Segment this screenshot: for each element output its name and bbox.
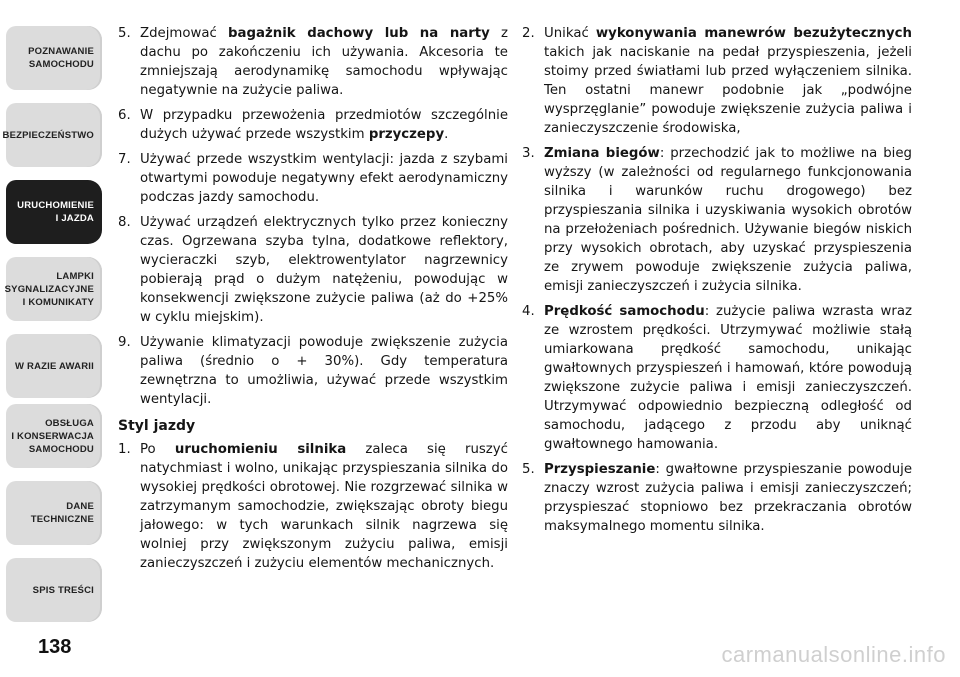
tab-spis-tresci[interactable] [6,558,102,622]
item-bold: Zmiana biegów [544,146,660,161]
list-item [522,24,912,138]
item-text: Zdejmować [140,26,229,41]
item-bold: Prędkość samochodu [544,304,705,319]
item-number: 5. [118,26,131,41]
tab-bezpieczenstwo[interactable] [2,103,102,167]
list-item [118,24,508,100]
tab-label: BEZPIECZEŃSTWO [2,129,94,141]
tab-poznawanie-samochodu[interactable] [6,26,102,90]
list-item [118,150,508,207]
item-text: zaleca się ruszyć natychmiast i wolno, unikając przyspieszania silnika do wysokiej prędkości obrotowej. Nie rozgrzewać silnika w zatrzymanym samochodzie, zwiększając obroty biegu jałowego: w tych warunkach silnik nagrzewa się wolniej przy zwiększonym zużyciu paliwa, emisji zanieczyszczeń i zużyciu elementów mechanicznych. [140,442,508,571]
tab-label: W RAZIE AWARII [15,360,94,372]
item-text: : zużycie paliwa wzrasta wraz ze wzrostem prędkości. Utrzymywać możliwie stałą umiarkowana prędkość samochodu, unikając gwałtownych przyspieszeń i hamowań, które powodują zwiększone zużycie paliwa i emisji zanieczyszczeń. Utrzymywać odpowiednio bezpieczną odległość od samochodu, jadącego z przodu aby uniknąć gwałtownego hamowania. [544,304,913,452]
tab-obsluga-i-konserwacja[interactable] [6,404,102,468]
item-text: Używać urządzeń elektrycznych tylko przez konieczny czas. Ogrzewana szyba tylna, dodatkowe reflektory, wycieraczki szyb, elektrowentylator nagrzewnicy pobierają prąd o dużym natężeniu, powodując w konsekwencji zwiększone zużycie paliwa (aż do +25% w cyklu miejskim). [140,215,508,325]
item-bold: bagażnik dachowy lub na narty [228,26,490,41]
item-number: 8. [118,215,131,230]
tab-label: SPIS TREŚCI [32,584,94,596]
list-item [522,460,912,536]
left-column [118,24,508,579]
item-bold: wykonywania manewrów bezużytecznych [595,26,913,41]
tab-label: OBSŁUGA I KONSERWACJA SAMOCHODU [11,417,94,455]
item-number: 2. [522,26,535,41]
tab-label: POZNAWANIE SAMOCHODU [28,46,94,70]
item-text: . [444,127,449,142]
tab-lampki-sygnalizacyjne[interactable] [6,257,102,321]
tab-label: URUCHOMIENIE I JAZDA [17,200,94,224]
section-heading: Styl jazdy [118,418,196,434]
list-item [118,213,508,327]
item-bold: uruchomieniu silnika [174,442,347,457]
item-text: : gwałtowne przyspieszanie powoduje znaczy wzrost zużycia paliwa i emisji zanieczyszczeń; przyspieszać stopniowo bez przekraczania obrotów maksymalnego momentu silnika. [544,462,912,534]
item-text: z dachu po zakończeniu ich używania. Akcesoria te zmniejszają aerodynamikę samochodu wpływając negatywnie na zużycie paliwa. [140,26,508,98]
right-column [522,24,912,542]
list-item [118,440,508,573]
item-number: 3. [522,146,535,161]
tab-uruchomienie-i-jazda[interactable] [6,180,102,244]
watermark: carmanualsonline.info [721,642,946,667]
list-item [118,106,508,144]
tab-dane-techniczne[interactable] [6,481,102,545]
item-number: 6. [118,108,131,123]
item-text: Używanie klimatyzacji powoduje zwiększenie zużycia paliwa (średnio o + 30%). Gdy temperatura zewnętrzna to umożliwia, używać przede wszystkim wentylacji. [140,335,508,407]
list-item [522,144,912,296]
item-text: W przypadku przewożenia przedmiotów szczególnie dużych używać przede wszystkim [140,108,508,142]
chapter-sidebar [0,0,106,677]
tab-label: DANE TECHNICZNE [30,501,94,525]
page-number: 138 [38,636,72,658]
item-number: 4. [522,304,535,319]
item-text: : przechodzić jak to możliwe na bieg wyższy (w zależności od regularnego funkcjonowania silnika i warunków ruchu drogowego) bez przyspieszania silnika i uzyskiwania wysokich obrotów na przełożeniach pośrednich. Używanie biegów niskich przy wysokich obrotach, aby uzyskać przyspieszenia ze zrywem powoduje zwiększenie zużycia paliwa, emisji zanieczyszczeń i zużycia silnika. [544,146,912,294]
item-text: Unikać [544,26,596,41]
item-text: takich jak naciskanie na pedał przyspieszenia, jeżeli stoimy przed światłami lub przed wyłączeniem silnika. Ten ostatni manewr podobnie jak „podwójne wysprzęglanie” powoduje zwiększenie zużycia paliwa i zanieczyszczenie środowiska, [544,45,912,136]
list-item [118,333,508,409]
item-number: 5. [522,462,535,477]
item-number: 9. [118,335,131,350]
tab-w-razie-awarii[interactable] [6,334,102,398]
item-bold: Przyspieszanie [544,462,656,477]
item-bold: przyczepy [368,127,445,142]
item-number: 1. [118,442,131,457]
list-item [522,302,912,454]
item-text: Po [140,442,175,457]
item-number: 7. [118,152,131,167]
item-text: Używać przede wszystkim wentylacji: jazda z szybami otwartymi powoduje negatywny efekt aerodynamiczny podczas jazdy samochodu. [140,152,508,205]
tab-label: LAMPKI SYGNALIZACYJNE I KOMUNIKATY [4,270,94,308]
